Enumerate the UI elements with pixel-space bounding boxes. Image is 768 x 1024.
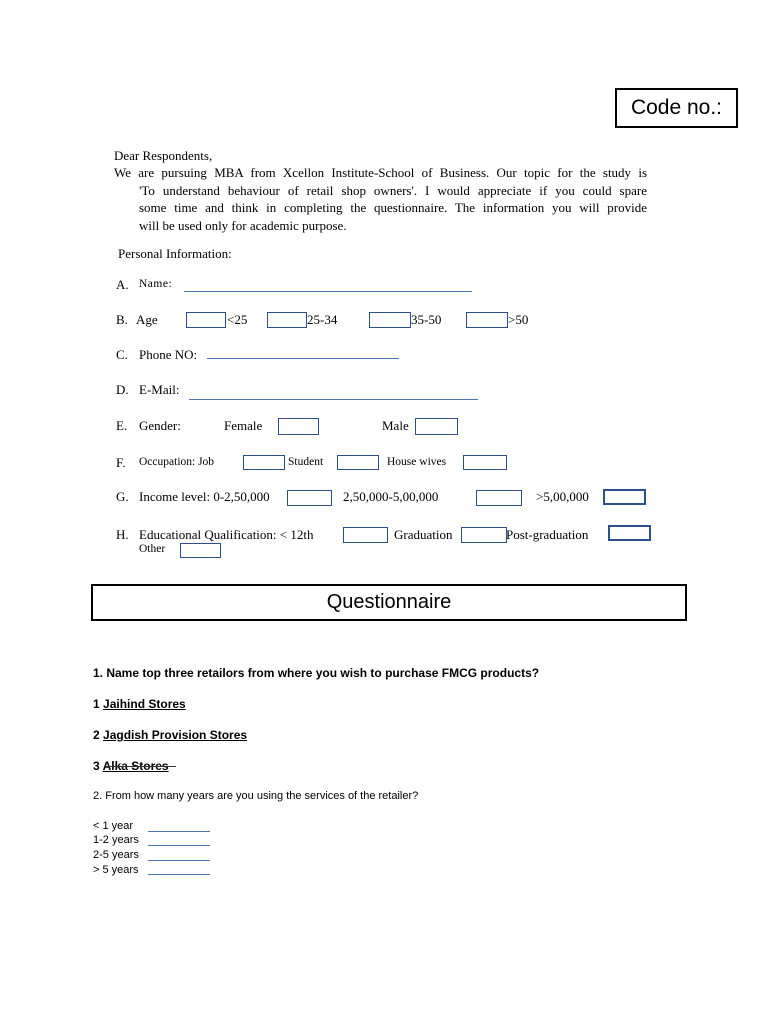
income-option-3-label: >5,00,000: [536, 489, 589, 504]
gender-male-checkbox[interactable]: [415, 418, 458, 435]
age-letter: B.: [116, 312, 128, 327]
q2-option-4-line[interactable]: [148, 874, 210, 875]
letter-line-1: We are pursuing MBA from Xcellon Institute-School of Business. Our topic for the study is: [114, 165, 647, 180]
education-label: Educational Qualification: < 12th: [139, 527, 314, 542]
personal-info-heading: Personal Information:: [118, 246, 232, 261]
age-over-50-checkbox[interactable]: [466, 312, 508, 328]
gender-female-checkbox[interactable]: [278, 418, 319, 435]
income-0-250000-checkbox[interactable]: [287, 490, 332, 506]
q1-answer-2-text: Jagdish Provision Stores: [103, 728, 248, 742]
education-graduation-checkbox[interactable]: [461, 527, 507, 543]
phone-input-line[interactable]: [207, 358, 399, 359]
education-graduation-label: Graduation: [394, 527, 453, 542]
age-under-25-checkbox[interactable]: [186, 312, 226, 328]
education-letter: H.: [116, 527, 129, 542]
name-input-line[interactable]: [184, 291, 472, 292]
email-label: E-Mail:: [139, 382, 180, 397]
age-option-4: >50: [508, 312, 529, 327]
occupation-housewives-label: House wives: [387, 456, 447, 468]
gender-letter: E.: [116, 418, 128, 433]
q2-option-2-label: 1-2 years: [93, 834, 139, 846]
age-option-1: <25: [227, 312, 248, 327]
name-label: Name:: [139, 278, 173, 290]
gender-label: Gender:: [139, 418, 181, 433]
question-1: 1. Name top three retailors from where you wish to purchase FMCG products?: [93, 666, 540, 680]
q1-answer-3-strike: [104, 766, 176, 767]
question-2: 2. From how many years are you using the services of the retailer?: [93, 790, 419, 802]
income-option-2-label: 2,50,000-5,00,000: [343, 489, 439, 504]
name-letter: A.: [116, 277, 129, 292]
education-postgraduation-checkbox[interactable]: [608, 525, 651, 541]
income-over-500000-checkbox[interactable]: [603, 489, 646, 505]
education-12th-checkbox[interactable]: [343, 527, 388, 543]
q1-answer-2-number: 2: [93, 728, 100, 742]
q2-option-1-label: < 1 year: [93, 820, 134, 832]
email-input-line[interactable]: [189, 399, 478, 400]
education-postgraduation-label: Post-graduation: [506, 527, 589, 542]
q2-option-3-label: 2-5 years: [93, 849, 139, 861]
q1-answer-1-text: Jaihind Stores: [103, 697, 186, 711]
occupation-student-checkbox[interactable]: [337, 455, 379, 470]
questionnaire-title: Questionnaire: [91, 584, 687, 621]
q2-option-2-line[interactable]: [148, 845, 210, 846]
age-25-34-checkbox[interactable]: [267, 312, 307, 328]
letter-line-2: 'To understand behaviour of retail shop owners'. I would appreciate if you could spare: [139, 183, 647, 198]
education-other-checkbox[interactable]: [180, 543, 221, 558]
letter-line-4: will be used only for academic purpose.: [139, 218, 347, 233]
email-letter: D.: [116, 382, 129, 397]
code-number-box: Code no.:: [615, 88, 738, 128]
occupation-label: Occupation: Job: [139, 456, 215, 468]
income-label: Income level: 0-2,50,000: [139, 489, 270, 504]
q2-option-3-line[interactable]: [148, 860, 210, 861]
occupation-job-checkbox[interactable]: [243, 455, 285, 470]
income-250000-500000-checkbox[interactable]: [476, 490, 522, 506]
occupation-letter: F.: [116, 455, 126, 470]
phone-letter: C.: [116, 347, 128, 362]
letter-line-3: some time and think in completing the questionnaire. The information you will provide: [139, 200, 647, 215]
age-35-50-checkbox[interactable]: [369, 312, 411, 328]
phone-label: Phone NO:: [139, 347, 198, 362]
age-option-3: 35-50: [411, 312, 442, 327]
age-option-2: 25-34: [307, 312, 338, 327]
age-label: Age: [136, 312, 158, 327]
gender-female-label: Female: [224, 418, 263, 433]
q1-answer-2: [93, 728, 247, 742]
income-letter: G.: [116, 489, 129, 504]
q2-option-4-label: > 5 years: [93, 864, 139, 876]
q2-option-1-line[interactable]: [148, 831, 210, 832]
education-other-label: Other: [139, 543, 166, 555]
q1-answer-1: [93, 697, 186, 711]
occupation-student-label: Student: [288, 456, 324, 468]
q1-answer-1-number: 1: [93, 697, 100, 711]
q1-answer-3-number: 3: [93, 759, 100, 773]
gender-male-label: Male: [382, 418, 409, 433]
greeting: Dear Respondents,: [114, 148, 213, 163]
occupation-housewives-checkbox[interactable]: [463, 455, 507, 470]
q1-answer-3-text: Alka Stores: [102, 759, 169, 773]
